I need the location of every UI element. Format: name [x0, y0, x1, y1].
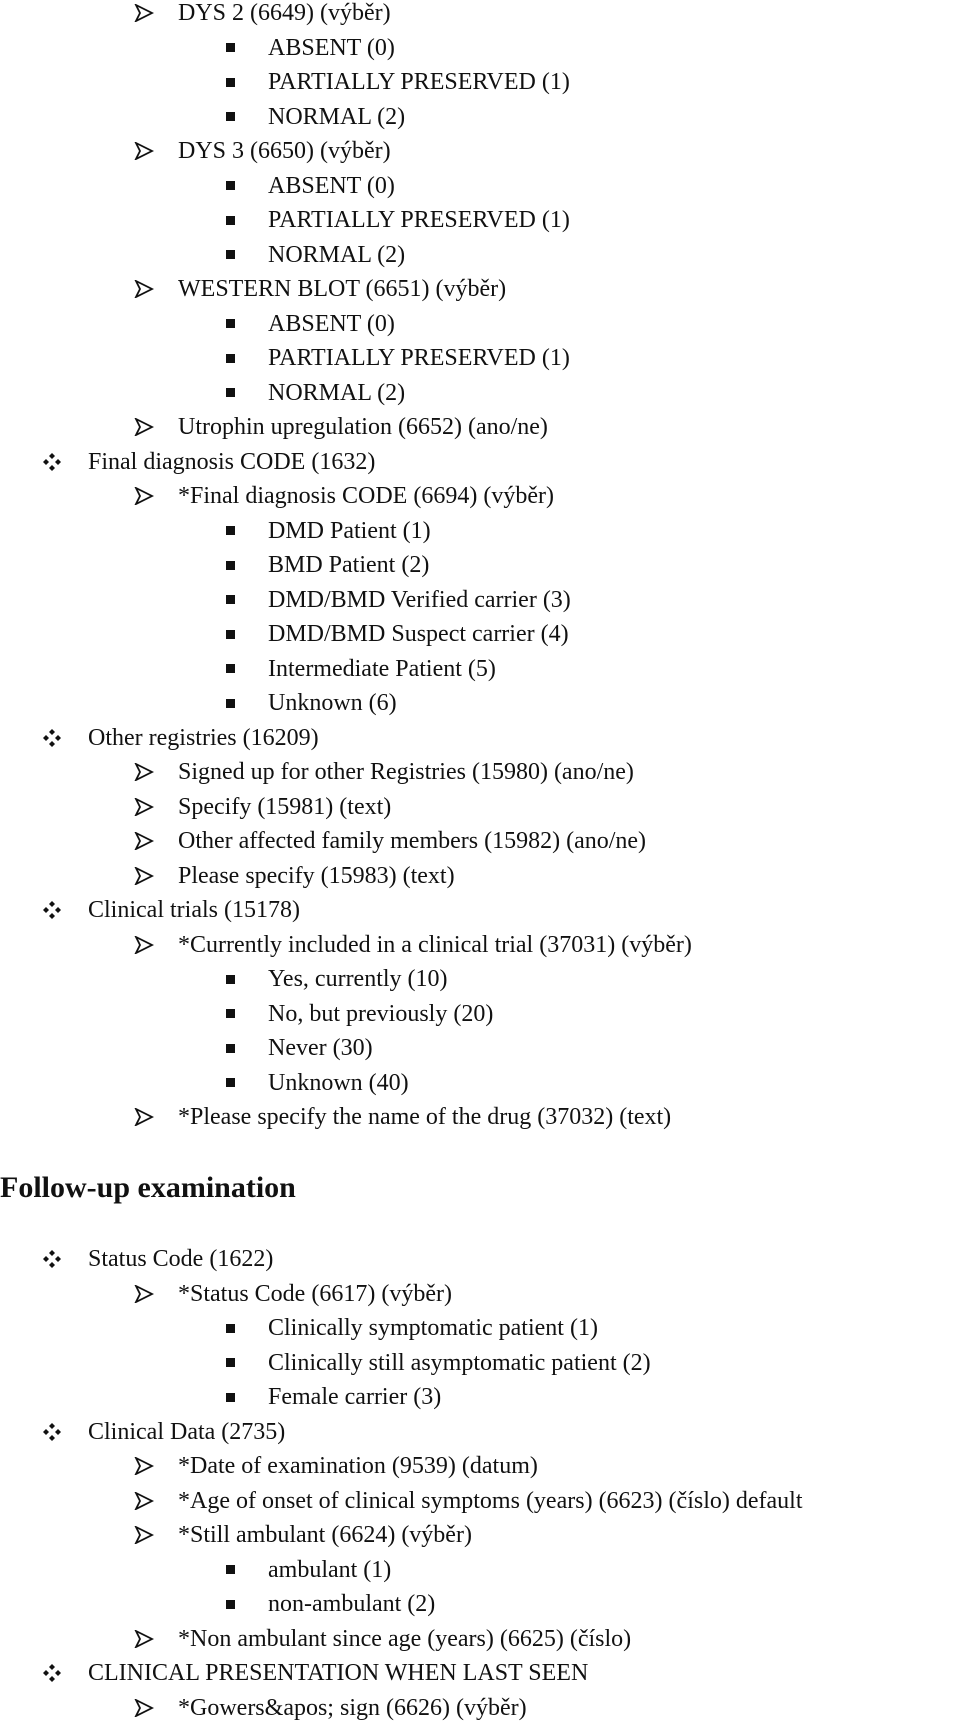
outline-item-text: DMD/BMD Verified carrier (3) — [268, 586, 571, 613]
diamond-bullet-icon — [42, 721, 62, 755]
diamond-bullet-icon — [42, 1656, 62, 1690]
square-bullet-icon — [226, 65, 235, 99]
outline-item-text: Other registries (16209) — [88, 724, 319, 751]
square-bullet-icon — [226, 238, 235, 272]
square-bullet-icon — [226, 1346, 235, 1380]
outline-item-text: *Age of onset of clinical symptoms (years) (6623) (číslo) default — [178, 1487, 803, 1514]
square-bullet-icon — [226, 1380, 235, 1414]
diamond-bullet-icon — [42, 1415, 62, 1449]
outline-item-text: Please specify (15983) (text) — [178, 862, 455, 889]
outline-item-text: Female carrier (3) — [268, 1384, 442, 1410]
outline-item-text: NORMAL (2) — [268, 241, 406, 268]
outline-item-text: NORMAL (2) — [268, 379, 406, 406]
outline-item-text: PARTIALLY PRESERVED (1) — [268, 345, 570, 371]
arrow-bullet-icon — [134, 410, 154, 444]
square-bullet-icon — [226, 548, 235, 582]
outline-item-text: PARTIALLY PRESERVED (1) — [268, 207, 570, 233]
square-bullet-icon — [226, 514, 235, 548]
square-bullet-icon — [226, 583, 235, 617]
outline-item-text: ABSENT (0) — [268, 310, 395, 337]
outline-item-text: Utrophin upregulation (6652) (ano/ne) — [178, 414, 548, 440]
outline-item-text: non-ambulant (2) — [268, 1591, 436, 1617]
outline-item-text: *Non ambulant since age (years) (6625) (číslo) — [178, 1625, 632, 1652]
square-bullet-icon — [226, 341, 235, 375]
diamond-bullet-icon — [42, 1242, 62, 1276]
outline-item-text: Status Code (1622) — [88, 1246, 274, 1272]
square-bullet-icon — [226, 652, 235, 686]
square-bullet-icon — [226, 169, 235, 203]
arrow-bullet-icon — [134, 928, 154, 962]
arrow-bullet-icon — [134, 1449, 154, 1483]
outline-item-text: Clinical trials (15178) — [88, 897, 300, 923]
square-bullet-icon — [226, 686, 235, 720]
square-bullet-icon — [226, 376, 235, 410]
arrow-bullet-icon — [134, 755, 154, 789]
arrow-bullet-icon — [134, 1277, 154, 1311]
outline-item-text: ABSENT (0) — [268, 34, 395, 61]
arrow-bullet-icon — [134, 0, 154, 30]
outline-item-text: *Date of examination (9539) (datum) — [178, 1453, 538, 1479]
arrow-bullet-icon — [134, 1691, 154, 1725]
arrow-bullet-icon — [134, 790, 154, 824]
section-heading: Follow-up examination — [0, 1171, 296, 1204]
outline-item-text: *Still ambulant (6624) (výběr) — [178, 1522, 472, 1548]
square-bullet-icon — [226, 307, 235, 341]
outline-item-text: DYS 3 (6650) (výběr) — [178, 138, 391, 164]
arrow-bullet-icon — [134, 859, 154, 893]
outline-item-text: Unknown (40) — [268, 1069, 409, 1096]
arrow-bullet-icon — [134, 134, 154, 168]
square-bullet-icon — [226, 1066, 235, 1100]
arrow-bullet-icon — [134, 272, 154, 306]
outline-item-text: NORMAL (2) — [268, 103, 406, 130]
arrow-bullet-icon — [134, 1100, 154, 1134]
outline-item-text: DMD/BMD Suspect carrier (4) — [268, 621, 569, 647]
outline-item-text: ABSENT (0) — [268, 172, 395, 199]
arrow-bullet-icon — [134, 479, 154, 513]
outline-item-text: ambulant (1) — [268, 1556, 392, 1583]
outline-item-text: CLINICAL PRESENTATION WHEN LAST SEEN — [88, 1660, 589, 1686]
square-bullet-icon — [226, 1311, 235, 1345]
diamond-bullet-icon — [42, 893, 62, 927]
outline-item-text: *Please specify the name of the drug (37032) (text) — [178, 1104, 672, 1130]
square-bullet-icon — [226, 962, 235, 996]
outline-item-text: Never (30) — [268, 1035, 373, 1061]
outline-item-text: Final diagnosis CODE (1632) — [88, 448, 376, 475]
arrow-bullet-icon — [134, 1622, 154, 1656]
outline-item-text: Yes, currently (10) — [268, 966, 448, 992]
outline-item-text: PARTIALLY PRESERVED (1) — [268, 69, 570, 95]
outline-item-text: *Status Code (6617) (výběr) — [178, 1280, 452, 1307]
arrow-bullet-icon — [134, 1484, 154, 1518]
diamond-bullet-icon — [42, 445, 62, 479]
outline-item-text: Other affected family members (15982) (ano/ne) — [178, 828, 647, 854]
outline-item-text: No, but previously (20) — [268, 1000, 494, 1027]
outline-item-text: Signed up for other Registries (15980) (ano/ne) — [178, 759, 634, 785]
outline-item-text: Clinically symptomatic patient (1) — [268, 1315, 598, 1341]
outline-item-text: Clinically still asymptomatic patient (2) — [268, 1349, 651, 1376]
outline-item-text: *Currently included in a clinical trial (37031) (výběr) — [178, 931, 692, 958]
square-bullet-icon — [226, 31, 235, 65]
outline-item-text: Intermediate Patient (5) — [268, 655, 496, 682]
square-bullet-icon — [226, 1553, 235, 1587]
square-bullet-icon — [226, 203, 235, 237]
arrow-bullet-icon — [134, 1518, 154, 1552]
outline-item-text: DYS 2 (6649) (výběr) — [178, 0, 391, 26]
outline-item-text: *Final diagnosis CODE (6694) (výběr) — [178, 483, 554, 509]
arrow-bullet-icon — [134, 824, 154, 858]
outline-item-text: Unknown (6) — [268, 690, 397, 716]
square-bullet-icon — [226, 997, 235, 1031]
outline-item-text: Specify (15981) (text) — [178, 793, 392, 820]
square-bullet-icon — [226, 1031, 235, 1065]
square-bullet-icon — [226, 1587, 235, 1621]
square-bullet-icon — [226, 617, 235, 651]
outline-item-text: BMD Patient (2) — [268, 552, 430, 578]
outline-item-text: DMD Patient (1) — [268, 517, 431, 544]
outline-item-text: WESTERN BLOT (6651) (výběr) — [178, 276, 507, 302]
outline-item-text: *Gowers&apos; sign (6626) (výběr) — [178, 1694, 527, 1721]
outline-item-text: Clinical Data (2735) — [88, 1418, 286, 1445]
square-bullet-icon — [226, 100, 235, 134]
